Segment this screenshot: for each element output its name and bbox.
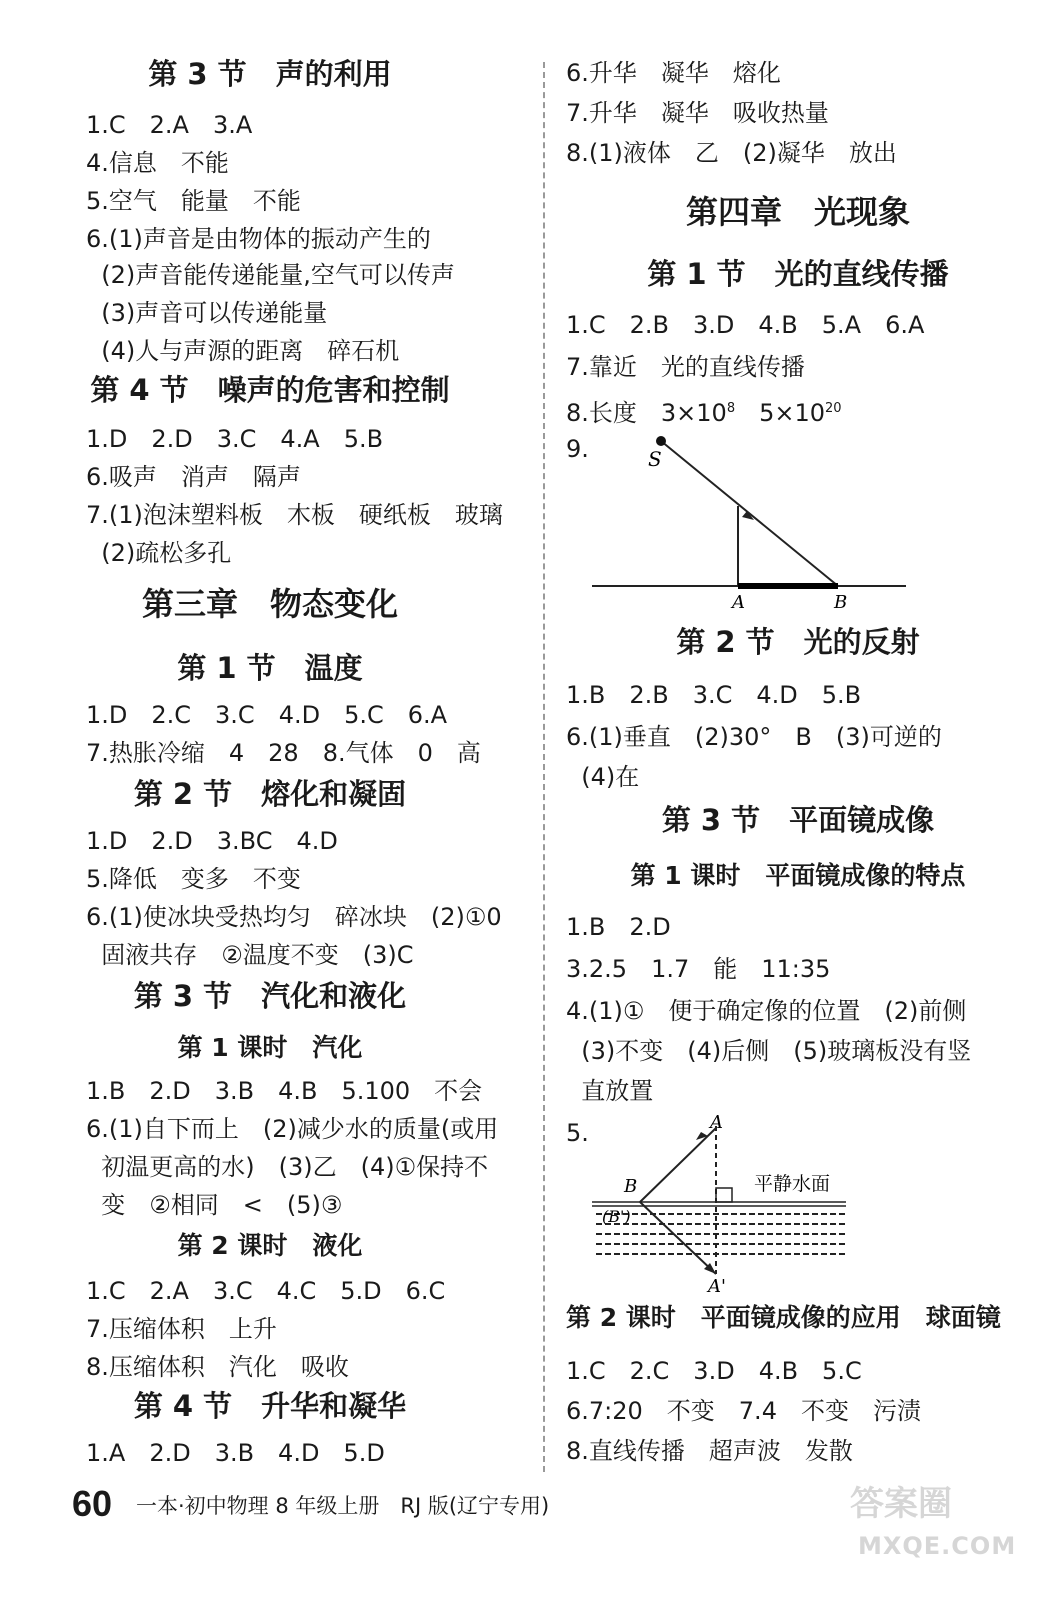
answer-line: 1.C 2.B 3.D 4.B 5.A 6.A [566,311,925,339]
section-title: 第 1 节 温度 [177,651,363,685]
answer-line: 8.压缩体积 汽化 吸收 [86,1353,349,1381]
answer-line: 5.降低 变多 不变 [86,865,301,893]
label-b-prime: (B') [602,1207,631,1226]
answer-line: 1.D 2.D 3.BC 4.D [86,827,338,855]
answer-line: (2)声音能传递能量,空气可以传声 [86,261,455,289]
answer-line: 1.D 2.D 3.C 4.A 5.B [86,425,384,453]
question-number: 5. [566,1119,589,1147]
answer-line: (3)声音可以传递能量 [86,299,328,327]
label-b: B [834,592,848,613]
lesson-title: 第 2 课时 平面镜成像的应用 球面镜 [566,1303,1001,1332]
answer-line: 1.C 2.A 3.C 4.C 5.D 6.C [86,1277,446,1305]
answer-line: 初温更高的水) (3)乙 (4)①保持不 [86,1153,489,1181]
answer-line: 8.(1)液体 乙 (2)凝华 放出 [566,139,897,167]
answer-line: 8.直线传播 超声波 发散 [566,1437,853,1465]
answer-line: 3.2.5 1.7 能 11:35 [566,955,831,983]
label-s: S [648,447,662,471]
answer-line: 1.B 2.D 3.B 4.B 5.100 不会 [86,1077,483,1105]
label-a-prime: A' [708,1276,726,1294]
mirror-water-diagram [588,1114,888,1294]
answer-line: 6.(1)声音是由物体的振动产生的 [86,225,431,253]
answer-line: 6.7:20 不变 7.4 不变 污渍 [566,1397,921,1425]
column-divider [543,62,545,1472]
page-number: 60 [72,1483,113,1524]
answer-line: 6.吸声 消声 隔声 [86,463,301,491]
section-title: 第 2 节 熔化和凝固 [133,777,407,811]
answer-line: 5.空气 能量 不能 [86,187,301,215]
section-title: 第 4 节 升华和凝华 [133,1389,407,1423]
answer-line: 固液共存 ②温度不变 (3)C [86,941,414,969]
answer-line: 7.升华 凝华 吸收热量 [566,99,829,127]
answer-line: 7.靠近 光的直线传播 [566,353,805,381]
section-title: 第 3 节 平面镜成像 [661,803,935,837]
answer-line: 1.C 2.A 3.A [86,111,253,139]
label-water-surface: 平静水面 [754,1173,831,1195]
label-a: A [710,1114,723,1133]
answer-line: 1.B 2.D [566,913,671,941]
answer-line: 6.(1)使冰块受热均匀 碎冰块 (2)①0 [86,903,502,931]
watermark-url: MXQE.COM [858,1532,1017,1560]
answer-line: 4.(1)① 便于确定像的位置 (2)前侧 [566,997,967,1025]
lesson-title: 第 1 课时 平面镜成像的特点 [630,861,966,890]
answer-line: 1.C 2.C 3.D 4.B 5.C [566,1357,862,1385]
answer-line: 6.(1)自下而上 (2)减少水的质量(或用 [86,1115,499,1143]
section-title: 第 1 节 光的直线传播 [647,257,949,291]
question-number: 9. [566,435,589,463]
answer-line: 7.热胀冷缩 4 28 8.气体 0 高 [86,739,481,767]
answer-line: 1.D 2.C 3.C 4.D 5.C 6.A [86,701,448,729]
answer-line: (4)人与声源的距离 碎石机 [86,337,400,365]
chapter-title: 第四章 光现象 [685,193,910,231]
answer-line: 7.(1)泡沫塑料板 木板 硬纸板 玻璃 [86,501,503,529]
footer-title: 一本·初中物理 8 年级上册 RJ 版(辽宁专用) [136,1494,550,1518]
section-title: 第 3 节 声的利用 [148,57,392,91]
answer-line: 1.A 2.D 3.B 4.D 5.D [86,1439,385,1467]
section-title: 第 3 节 汽化和液化 [133,979,407,1013]
answer-line: 7.压缩体积 上升 [86,1315,277,1343]
watermark-logo: 答案圈 [850,1484,952,1524]
light-ray-diagram [588,432,918,614]
answer-line: 4.信息 不能 [86,149,229,177]
label-a: A [732,592,745,613]
chapter-title: 第三章 物态变化 [141,585,398,623]
section-title: 第 4 节 噪声的危害和控制 [90,373,450,407]
lesson-title: 第 2 课时 液化 [177,1231,363,1260]
section-title: 第 2 节 光的反射 [676,625,920,659]
answer-line: (2)疏松多孔 [86,539,232,567]
answer-line: 1.B 2.B 3.C 4.D 5.B [566,681,862,709]
answer-line: 直放置 [566,1077,654,1105]
answer-line: (4)在 [566,763,640,791]
answer-line: 6.升华 凝华 熔化 [566,59,781,87]
answer-line: 变 ②相同 < (5)③ [86,1191,343,1219]
label-b: B [624,1176,638,1197]
answer-line: 6.(1)垂直 (2)30° B (3)可逆的 [566,723,942,751]
answer-line: 8.长度 $3\times 10^8$ $5\times 10^{20}$ [566,399,842,427]
answer-line: (3)不变 (4)后侧 (5)玻璃板没有竖 [566,1037,972,1065]
lesson-title: 第 1 课时 汽化 [177,1033,363,1062]
